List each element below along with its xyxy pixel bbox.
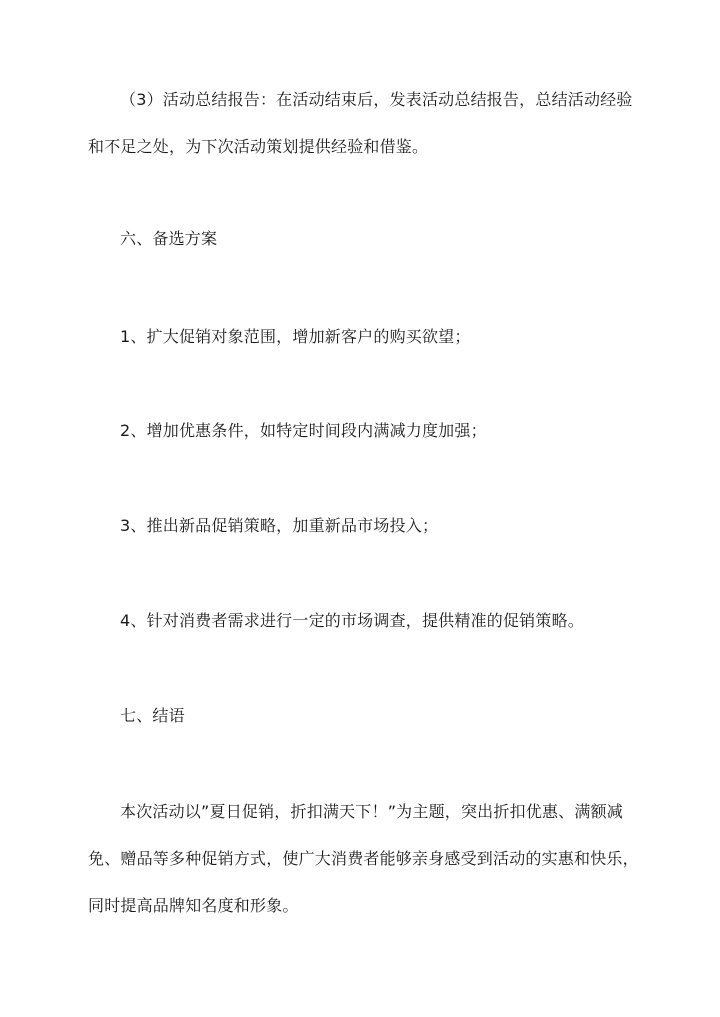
section-heading-conclusion: 七、结语 — [120, 706, 185, 725]
paragraph-conclusion: 本次活动以”夏日促销，折扣满天下！”为主题，突出折扣优惠、满额减免、赠品等多种促销方式，使广大消费者能够亲身感受到活动的实惠和快乐，同时提高品牌知名度和形象。 — [88, 802, 639, 915]
backup-item-1: 1、扩大促销对象范围，增加新客户的购买欲望； — [120, 327, 471, 346]
backup-item-2: 2、增加优惠条件，如特定时间段内满减力度加强； — [120, 421, 487, 440]
backup-item-4: 4、针对消费者需求进行一定的市场调查，提供精准的促销策略。 — [120, 611, 584, 630]
section-heading-backup-plan: 六、备选方案 — [120, 229, 218, 248]
backup-item-3: 3、推出新品促销策略，加重新品市场投入； — [120, 516, 439, 535]
paragraph-summary-report: （3）活动总结报告：在活动结束后，发表活动总结报告，总结活动经验和不足之处，为下次活动策划提供经验和借鉴。 — [88, 90, 633, 156]
